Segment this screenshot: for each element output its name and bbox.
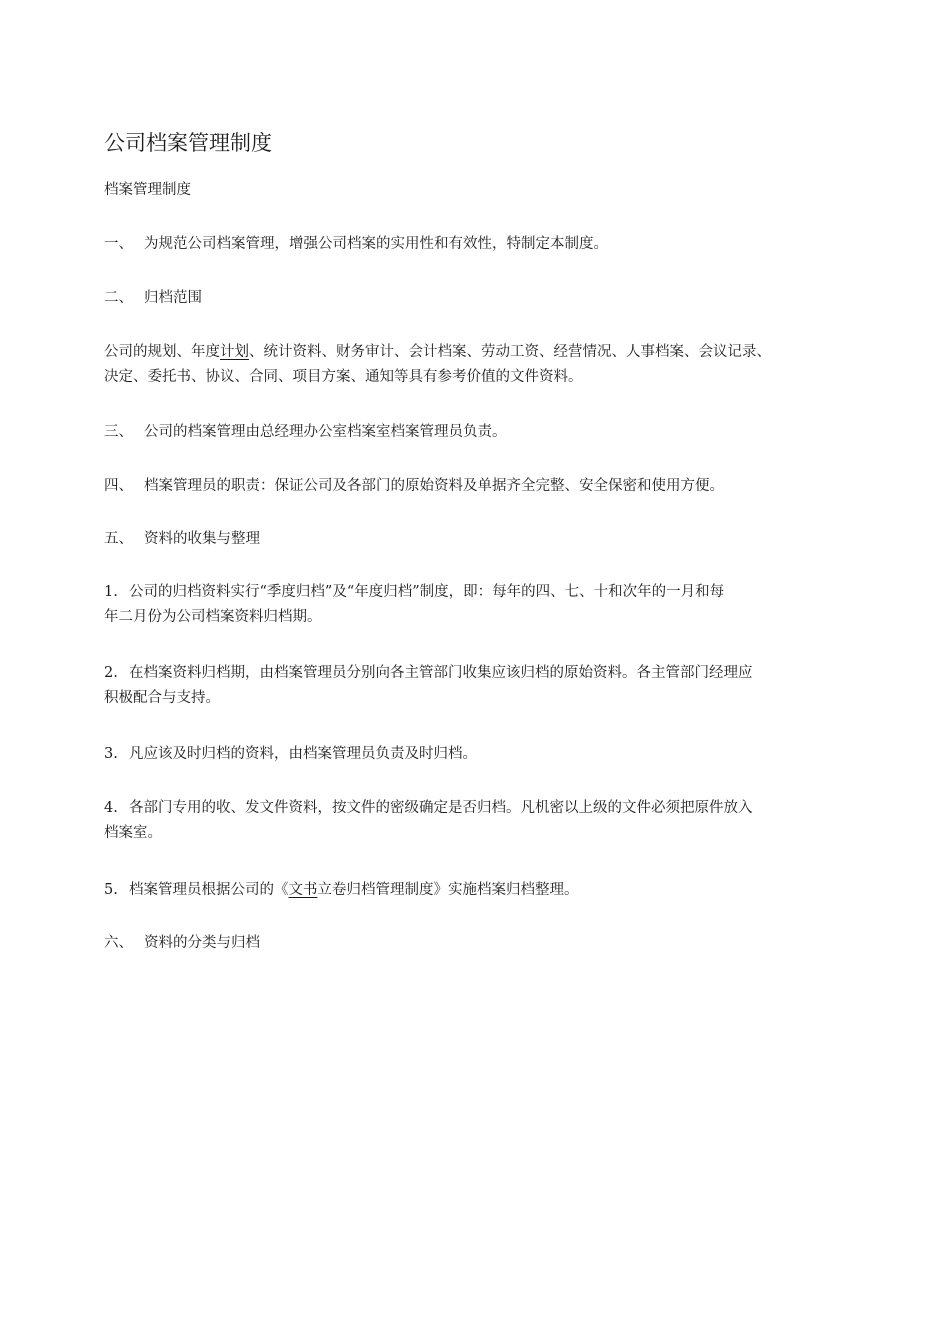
section-text: 资料的收集与整理 [144,531,260,547]
item-text: 年二月份为公司档案资料归档期。 [104,609,322,625]
item-text: 档案管理员根据公司的《 [129,882,289,898]
item-number: 5. [104,882,118,898]
scope-paragraph [104,340,854,390]
section-text: 档案管理员的职责：保证公司及各部门的原始资料及单据齐全完整、安全保密和使用方便。 [144,478,724,494]
item-5 [104,878,854,903]
section-2 [104,286,854,311]
item-text: 在档案资料归档期，由档案管理员分别向各主管部门收集应该归档的原始资料。各主管部门经理应 [129,665,753,681]
section-number: 二、 [104,290,133,306]
item-number: 3. [104,746,118,762]
item-3 [104,742,854,767]
item-text: 各部门专用的收、发文件资料，按文件的密级确定是否归档。凡机密以上级的文件必须把原件放入 [129,800,753,816]
scope-line-2: 决定、委托书、协议、合同、项目方案、通知等具有参考价值的文件资料。 [104,369,583,385]
scope-line-1 [104,340,854,365]
item-text: 凡应该及时归档的资料，由档案管理员负责及时归档。 [129,746,477,762]
section-5 [104,527,854,552]
item-4 [104,796,854,846]
section-number: 四、 [104,478,133,494]
document-link[interactable]: 文书 [288,882,318,898]
item-text: 公司的归档资料实行“季度归档”及“年度归档”制度，即：每年的四、七、十和次年的一月和每 [129,584,725,600]
section-text: 为规范公司档案管理，增强公司档案的实用性和有效性，特制定本制度。 [144,236,608,252]
item-1 [104,580,854,630]
item-number: 1. [104,584,118,600]
section-3 [104,420,854,445]
document-subtitle: 档案管理制度 [104,182,191,198]
section-number: 六、 [104,935,133,951]
section-number: 三、 [104,424,133,440]
document-title: 公司档案管理制度 [104,131,272,155]
section-text: 公司的档案管理由总经理办公室档案室档案管理员负责。 [144,424,507,440]
plan-link[interactable]: 计划 [220,344,249,360]
item-2 [104,661,854,711]
section-text: 资料的分类与归档 [144,935,260,951]
section-text: 归档范围 [144,290,202,306]
item-text: 档案室。 [104,825,162,841]
item-text: 立卷归档管理制度》实施档案归档整理。 [317,882,579,898]
section-number: 五、 [104,531,133,547]
scope-text: 、统计资料、财务审计、会计档案、劳动工资、经营情况、人事档案、会议记录、 [249,344,771,360]
section-number: 一、 [104,236,133,252]
scope-text: 公司的规划、年度 [104,344,220,360]
section-6 [104,931,854,956]
item-number: 2. [104,665,118,681]
section-4 [104,474,854,499]
section-1 [104,232,854,257]
item-text: 积极配合与支持。 [104,690,220,706]
item-number: 4. [104,800,118,816]
